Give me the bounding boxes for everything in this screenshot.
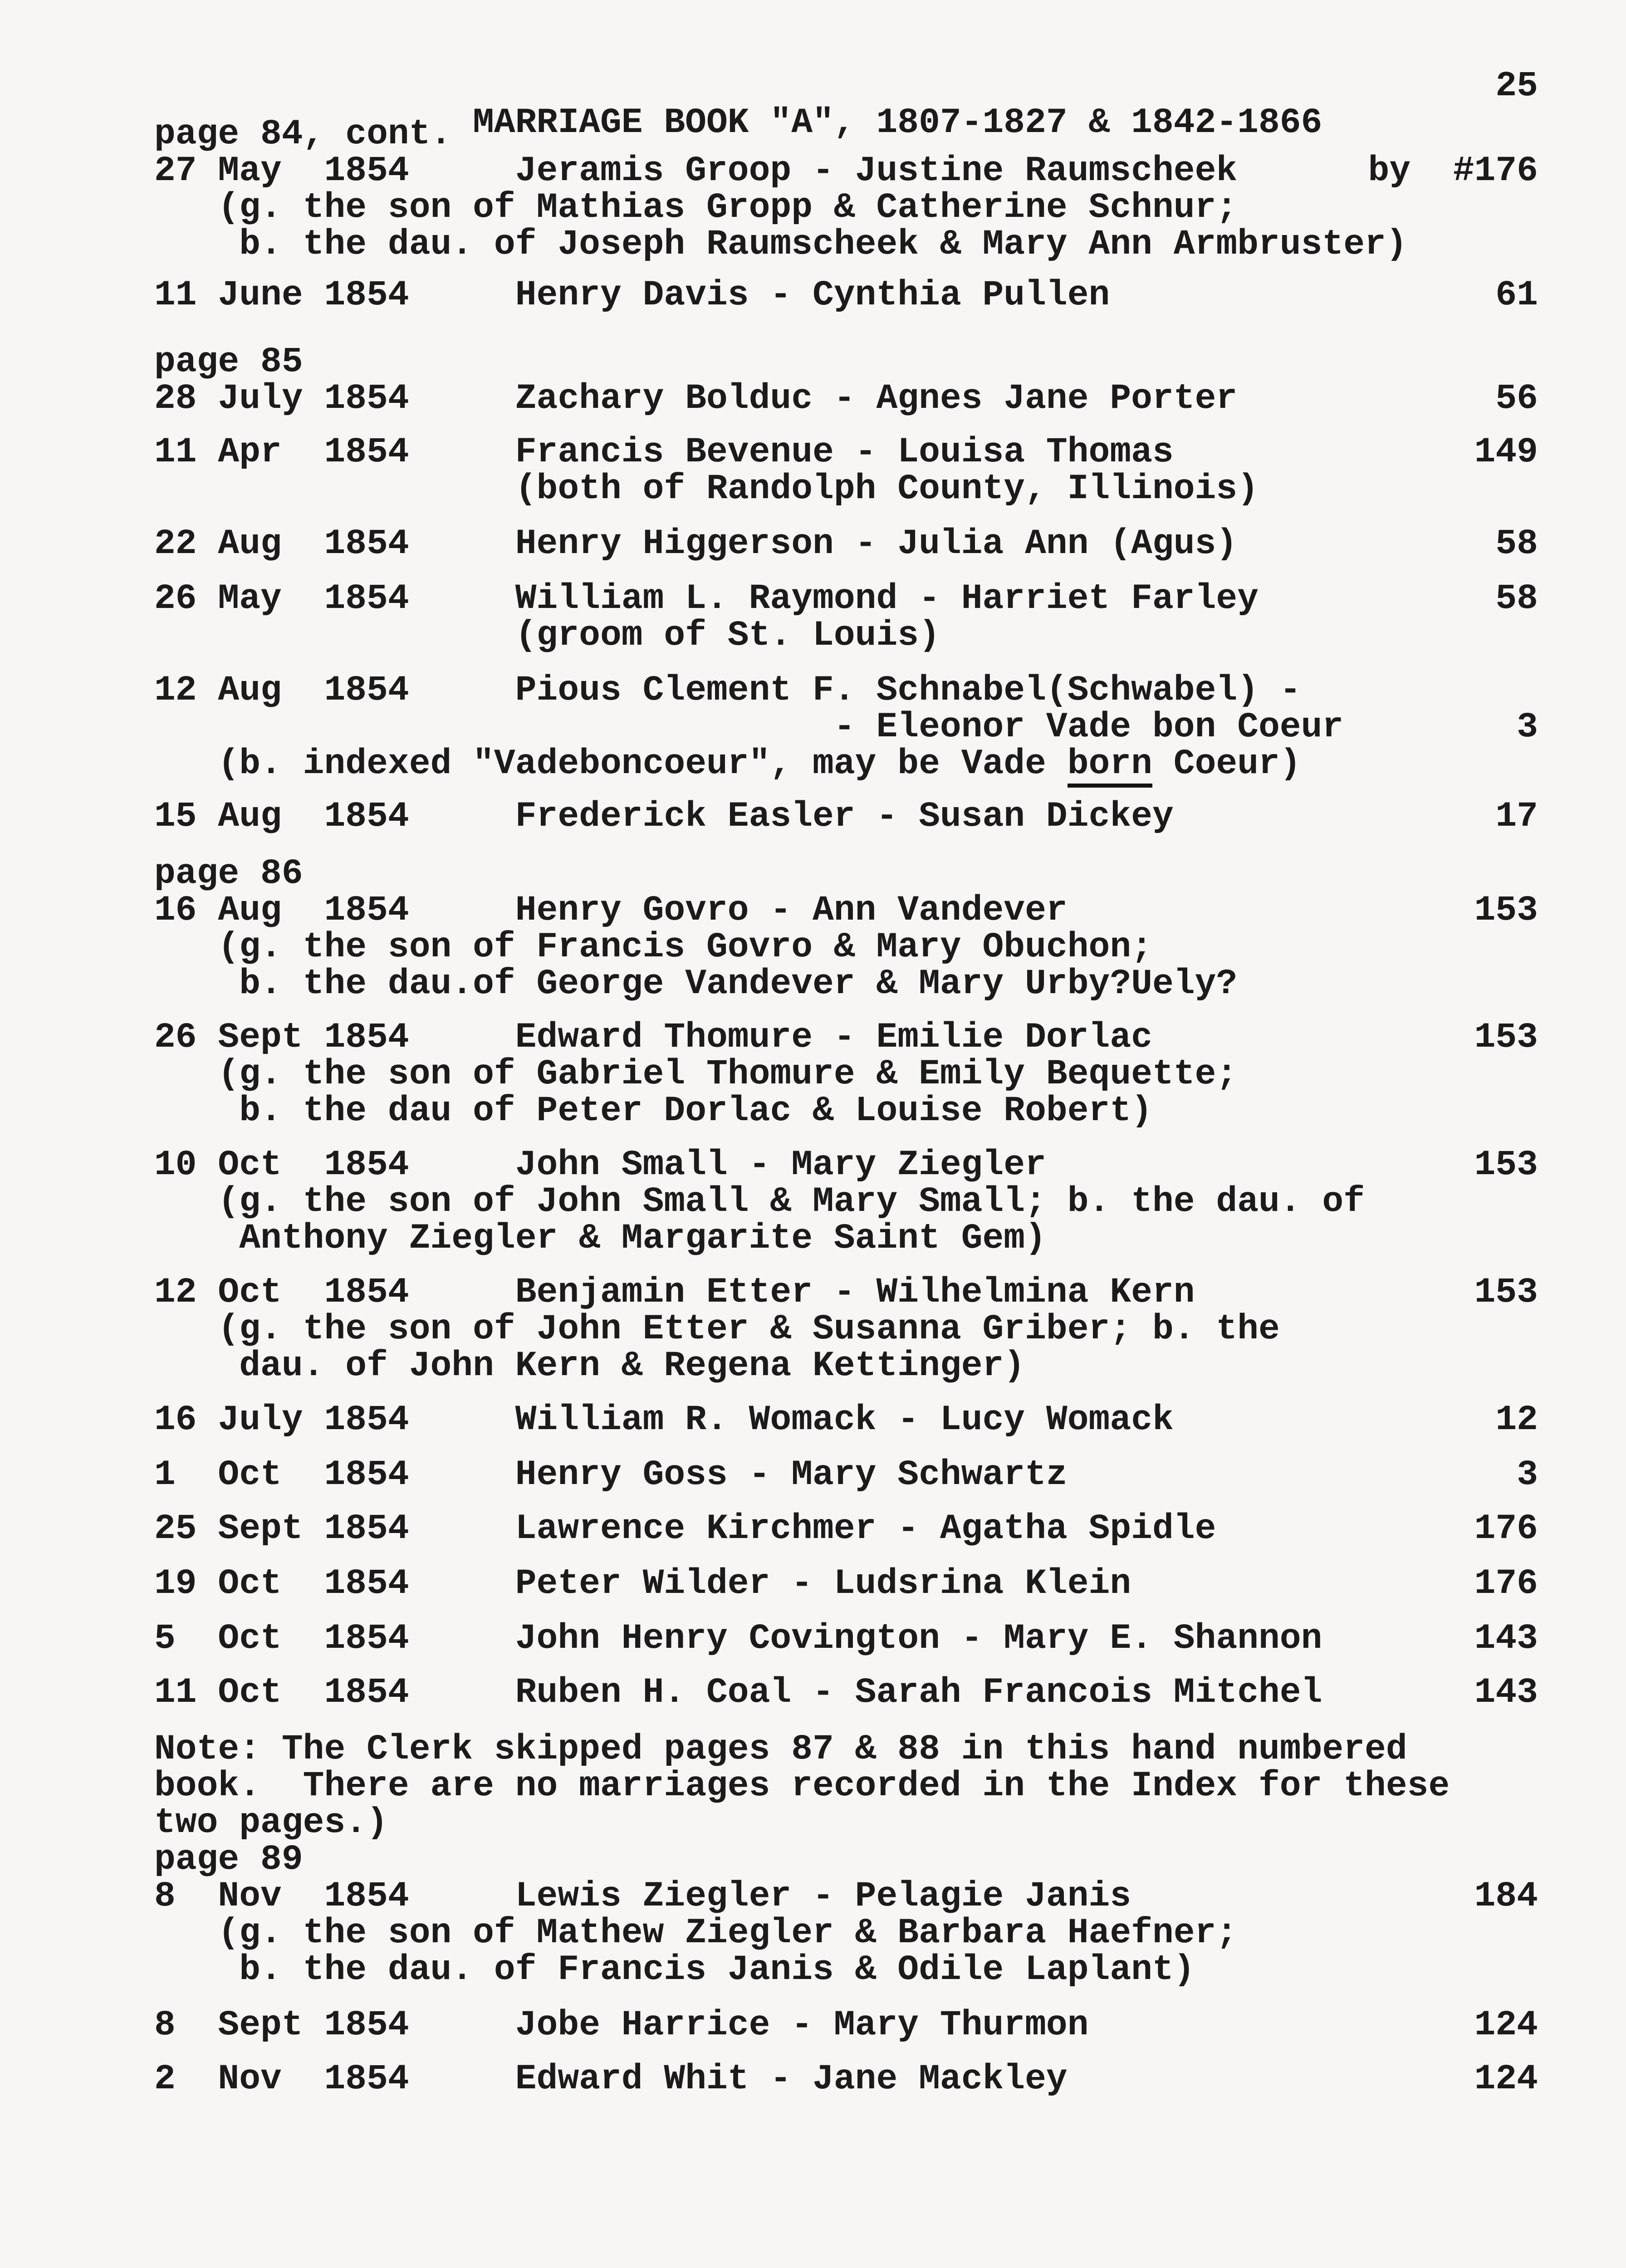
page-heading-line xyxy=(154,116,1538,153)
line-text: page 85 xyxy=(154,342,303,382)
record-line xyxy=(154,892,1538,929)
record-detail-line xyxy=(154,1952,1538,1989)
note-line xyxy=(154,1731,1538,1768)
line-text: 25 Sept 1854 Lawrence Kirchmer - Agatha Spidle xyxy=(154,1509,1216,1549)
page-reference: 184 xyxy=(1474,1876,1538,1916)
record-line xyxy=(154,381,1538,417)
annotation-text: (b. indexed "Vadeboncoeur", may be Vade xyxy=(154,744,1068,784)
page-reference: 176 xyxy=(1474,1509,1538,1549)
page-heading-line xyxy=(154,856,1538,892)
line-text: (both of Randolph County, Illinois) xyxy=(154,469,1259,509)
line-text: (g. the son of John Etter & Susanna Griber; b. the xyxy=(154,1309,1280,1349)
record-detail-line xyxy=(154,617,1538,654)
page-reference: 124 xyxy=(1474,2059,1538,2099)
record-line xyxy=(154,581,1538,617)
line-text: (g. the son of John Small & Mary Small; b. the dau. of xyxy=(154,1182,1365,1222)
record-line xyxy=(154,1402,1538,1439)
page-reference: 58 xyxy=(1495,579,1538,619)
record-line xyxy=(154,1878,1538,1915)
record-detail-line xyxy=(154,1184,1538,1220)
line-text: two pages.) xyxy=(154,1803,388,1843)
page-reference: 17 xyxy=(1495,797,1538,837)
record-line xyxy=(154,526,1538,563)
line-text: 28 July 1854 Zachary Bolduc - Agnes Jane Porter xyxy=(154,379,1238,419)
annotation-text: Coeur) xyxy=(1152,744,1301,784)
record-line xyxy=(154,1511,1538,1548)
line-text: 11 June 1854 Henry Davis - Cynthia Pullen xyxy=(154,275,1110,315)
record-detail-line xyxy=(154,966,1538,1003)
line-text: - Eleonor Vade bon Coeur xyxy=(154,707,1344,747)
record-line xyxy=(154,153,1538,190)
line-text: Anthony Ziegler & Margarite Saint Gem) xyxy=(154,1219,1046,1259)
line-text: 1 Oct 1854 Henry Goss - Mary Schwartz xyxy=(154,1455,1068,1495)
line-text: 8 Sept 1854 Jobe Harrice - Mary Thurmon xyxy=(154,2005,1089,2045)
note-line xyxy=(154,1768,1538,1805)
line-text: 12 Aug 1854 Pious Clement F. Schnabel(Schwabel) - xyxy=(154,671,1301,710)
page-number: 25 xyxy=(1495,66,1538,106)
record-detail-line xyxy=(154,471,1538,508)
line-text: (g. the son of Mathew Ziegler & Barbara Haefner; xyxy=(154,1913,1238,1953)
record-detail-line xyxy=(154,1093,1538,1130)
page-reference: 153 xyxy=(1474,1273,1538,1313)
record-line xyxy=(154,1675,1538,1711)
annotation-line xyxy=(154,746,1538,783)
line-text: 12 Oct 1854 Benjamin Etter - Wilhelmina Kern xyxy=(154,1273,1195,1313)
line-text: 2 Nov 1854 Edward Whit - Jane Mackley xyxy=(154,2059,1068,2099)
line-text: 8 Nov 1854 Lewis Ziegler - Pelagie Janis xyxy=(154,1876,1131,1916)
record-line xyxy=(154,2061,1538,2098)
note-line xyxy=(154,1805,1538,1842)
line-text: 22 Aug 1854 Henry Higgerson - Julia Ann (Agus) xyxy=(154,524,1238,564)
record-line xyxy=(154,1621,1538,1657)
line-text: 15 Aug 1854 Frederick Easler - Susan Dickey xyxy=(154,797,1174,837)
line-text: 16 July 1854 William R. Womack - Lucy Womack xyxy=(154,1400,1174,1440)
record-line xyxy=(154,798,1538,835)
line-text: page 84, cont. xyxy=(154,114,452,154)
underlined-word: born xyxy=(1068,746,1152,788)
record-detail-line xyxy=(154,1311,1538,1348)
page-heading-line xyxy=(154,1842,1538,1878)
line-text: 10 Oct 1854 John Small - Mary Ziegler xyxy=(154,1145,1046,1185)
page-title: MARRIAGE BOOK "A", 1807-1827 & 1842-1866 xyxy=(473,103,1322,143)
line-text: 27 May 1854 Jeramis Groop - Justine Raumscheek xyxy=(154,151,1238,191)
record-line xyxy=(154,709,1538,746)
line-text: 11 Apr 1854 Francis Bevenue - Louisa Thomas xyxy=(154,432,1174,472)
record-line xyxy=(154,434,1538,471)
record-line xyxy=(154,1566,1538,1602)
page-reference: 153 xyxy=(1474,1018,1538,1058)
line-text: dau. of John Kern & Regena Kettinger) xyxy=(154,1346,1025,1386)
page-reference: 58 xyxy=(1495,524,1538,564)
record-list xyxy=(154,116,1538,2098)
line-text: book. There are no marriages recorded in the Index for these xyxy=(154,1766,1450,1806)
record-detail-line xyxy=(154,226,1538,263)
line-text: (groom of St. Louis) xyxy=(154,616,940,656)
page-reference: 143 xyxy=(1474,1673,1538,1713)
line-text: b. the dau.of George Vandever & Mary Urby?Uely? xyxy=(154,964,1238,1004)
record-line xyxy=(154,1457,1538,1494)
page-reference: 149 xyxy=(1474,432,1538,472)
page-reference: by #176 xyxy=(1368,151,1538,191)
page-reference: 3 xyxy=(1517,707,1538,747)
line-text: (g. the son of Mathias Gropp & Catherine Schnur; xyxy=(154,188,1238,228)
line-text: 26 Sept 1854 Edward Thomure - Emilie Dorlac xyxy=(154,1018,1152,1058)
page-reference: 61 xyxy=(1495,275,1538,315)
page-reference: 3 xyxy=(1517,1455,1538,1495)
record-line xyxy=(154,1019,1538,1056)
line-text: 11 Oct 1854 Ruben H. Coal - Sarah Francois Mitchel xyxy=(154,1673,1322,1713)
record-detail-line xyxy=(154,1915,1538,1952)
page-reference: 153 xyxy=(1474,1145,1538,1185)
line-text: page 89 xyxy=(154,1840,303,1880)
line-text: 5 Oct 1854 John Henry Covington - Mary E. Shannon xyxy=(154,1619,1322,1659)
line-text: b. the dau. of Francis Janis & Odile Laplant) xyxy=(154,1950,1195,1990)
page-reference: 12 xyxy=(1495,1400,1538,1440)
page-reference: 153 xyxy=(1474,891,1538,931)
line-text: (g. the son of Francis Govro & Mary Obuchon; xyxy=(154,927,1152,967)
line-text: b. the dau. of Joseph Raumscheek & Mary Ann Armbruster) xyxy=(154,225,1407,265)
record-detail-line xyxy=(154,190,1538,226)
record-detail-line xyxy=(154,672,1538,709)
record-line xyxy=(154,1147,1538,1184)
line-text: Note: The Clerk skipped pages 87 & 88 in this hand numbered xyxy=(154,1729,1407,1769)
record-line xyxy=(154,2007,1538,2044)
record-line xyxy=(154,277,1538,314)
page-heading-line xyxy=(154,344,1538,381)
line-text: b. the dau of Peter Dorlac & Louise Robert) xyxy=(154,1091,1152,1131)
line-text: 16 Aug 1854 Henry Govro - Ann Vandever xyxy=(154,891,1068,931)
record-detail-line xyxy=(154,1056,1538,1093)
line-text: (g. the son of Gabriel Thomure & Emily Bequette; xyxy=(154,1054,1238,1094)
page-reference: 124 xyxy=(1474,2005,1538,2045)
record-detail-line xyxy=(154,1220,1538,1257)
record-detail-line xyxy=(154,1348,1538,1385)
line-text: page 86 xyxy=(154,854,303,894)
line-text: 19 Oct 1854 Peter Wilder - Ludsrina Klein xyxy=(154,1564,1131,1604)
line-text: 26 May 1854 William L. Raymond - Harriet Farley xyxy=(154,579,1259,619)
record-line xyxy=(154,1274,1538,1311)
page-reference: 143 xyxy=(1474,1619,1538,1659)
page-reference: 56 xyxy=(1495,379,1538,419)
page-reference: 176 xyxy=(1474,1564,1538,1604)
record-detail-line xyxy=(154,929,1538,966)
